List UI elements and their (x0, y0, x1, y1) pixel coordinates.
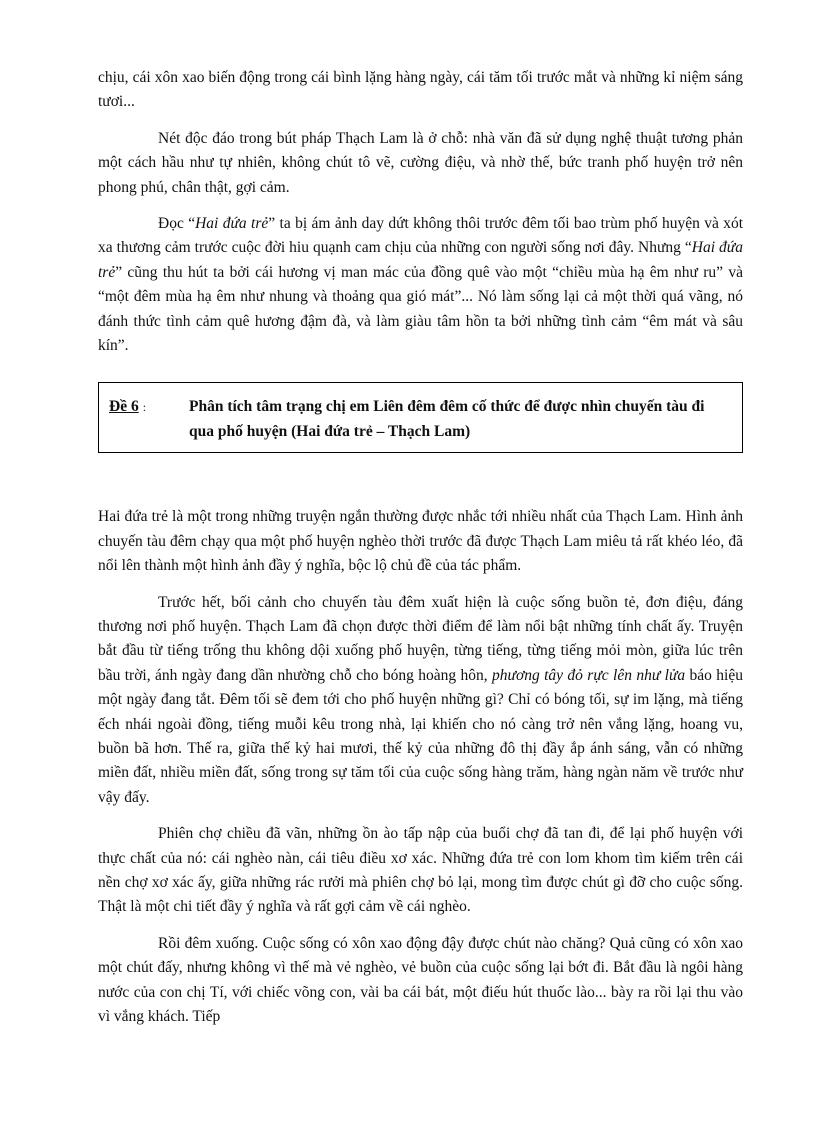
text-run: báo hiệu một ngày đang tắt. Đêm tối sẽ đem tới cho phố huyện những gì? Chỉ có bóng tối, sự im lặng, mà tiếng ếch nhái ngoài đồng, tiếng muỗi kêu trong nhà, lại khiến cho nó càng trở nên vắng lặng, hoang vu, buồn bã hơn. Thế ra, giữa thế kỷ hai mươi, thế kỷ của những đô thị đầy ắp ánh sáng, vẫn có những miền đất, nhiều miền đất, sống trong sự tăm tối của cuộc sống hàng trăm, hàng ngàn năm về trước như vậy đấy. (98, 666, 743, 806)
italic-title: Hai đứa trẻ (98, 239, 743, 281)
topic-colon: : (142, 400, 147, 415)
text-run: Đọc “ (158, 215, 196, 233)
italic-title: Hai đứa trẻ (195, 215, 269, 233)
topic-title: Phân tích tâm trạng chị em Liên đêm đêm cố thức để được nhìn chuyến tàu đi qua phố huyện (Hai đứa trẻ – Thạch Lam) (189, 398, 705, 440)
topic-box (98, 382, 743, 453)
text-run: ” ta bị ám ảnh day dứt không thôi trước đêm tối bao trùm phố huyện và xót xa thương cảm trước cuộc đời hiu quạnh cam chịu của những con người sống nơi đây. Nhưng “ (98, 215, 744, 257)
text-run: ” cũng thu hút ta bởi cái hương vị man mác của đồng quê vào một “chiều mùa hạ êm như ru” và “một đêm mùa hạ êm như nhung và thoảng qua gió mát”... Nó làm sống lại cả một thời quá vãng, nó đánh thức tình cảm quê hương đậm đà, và làm giàu tâm hồn ta bởi những tình cảm “êm mát và sâu kín”. (98, 263, 743, 355)
paragraph-setting (98, 591, 743, 811)
italic-phrase: phương tây đỏ rực lên như lửa (492, 666, 686, 684)
document-page (98, 66, 743, 1029)
topic-number: Đề 6 (109, 398, 139, 416)
text-run: Trước hết, bối cảnh cho chuyến tàu đêm xuất hiện là cuộc sống buồn tẻ, đơn điệu, đáng thương nơi phố huyện. Thạch Lam đã chọn được thời điểm để làm nổi bật những tính chất ấy. Truyện bắt đầu từ tiếng trống thu không dội xuống phố huyện, từng tiếng, từng tiếng mỏi mòn, giữa lúc trên bầu trời, ánh ngày đang dần nhường chỗ cho bóng hoàng hôn, (98, 593, 743, 684)
paragraph-continuation: chịu, cái xôn xao biến động trong cái bình lặng hàng ngày, cái tăm tối trước mắt và những kỉ niệm sáng tươi... (98, 69, 743, 111)
paragraph-reading-impression (98, 212, 743, 358)
topic-label (109, 395, 189, 444)
paragraph-intro: Hai đứa trẻ là một trong những truyện ngắn thường được nhắc tới nhiều nhất của Thạch Lam. Hình ảnh chuyến tàu đêm chạy qua một phố huyện nghèo thời trước đã được Thạch Lam miêu tả rất khéo léo, đã nổi lên thành một hình ảnh đầy ý nghĩa, bộc lộ chủ đề của tác phẩm. (98, 508, 743, 575)
paragraph-nightfall: Rồi đêm xuống. Cuộc sống có xôn xao động đậy được chút nào chăng? Quả cũng có xôn xao một chút đấy, nhưng không vì thế mà vẻ nghèo, vẻ buồn của cuộc sống lại bớt đi. Bắt đầu là ngôi hàng nước của con chị Tí, với chiếc võng con, vài ba cái bát, một điếu hút thuốc lào... bày ra rồi lại thu vào vì vắng khách. Tiếp (98, 934, 743, 1025)
paragraph-artistic-technique: Nét độc đáo trong bút pháp Thạch Lam là ở chỗ: nhà văn đã sử dụng nghệ thuật tương phản một cách hầu như tự nhiên, không chút tô vẽ, cường điệu, và nhờ thế, bức tranh phố huyện trở nên phong phú, chân thật, gợi cảm. (98, 129, 743, 196)
paragraph-afternoon-market: Phiên chợ chiều đã vãn, những ồn ào tấp nập của buổi chợ đã tan đi, để lại phố huyện với thực chất của nó: cái nghèo nàn, cái tiêu điều xơ xác. Những đứa trẻ con lom khom tìm kiếm trên cái nền chợ xơ xác ấy, giữa những rác rưởi mà phiên chợ bỏ lại, mong tìm được chút gì đỡ cho cuộc sống. Thật là một chi tiết đầy ý nghĩa và rất gợi cảm về cái nghèo. (98, 825, 743, 916)
